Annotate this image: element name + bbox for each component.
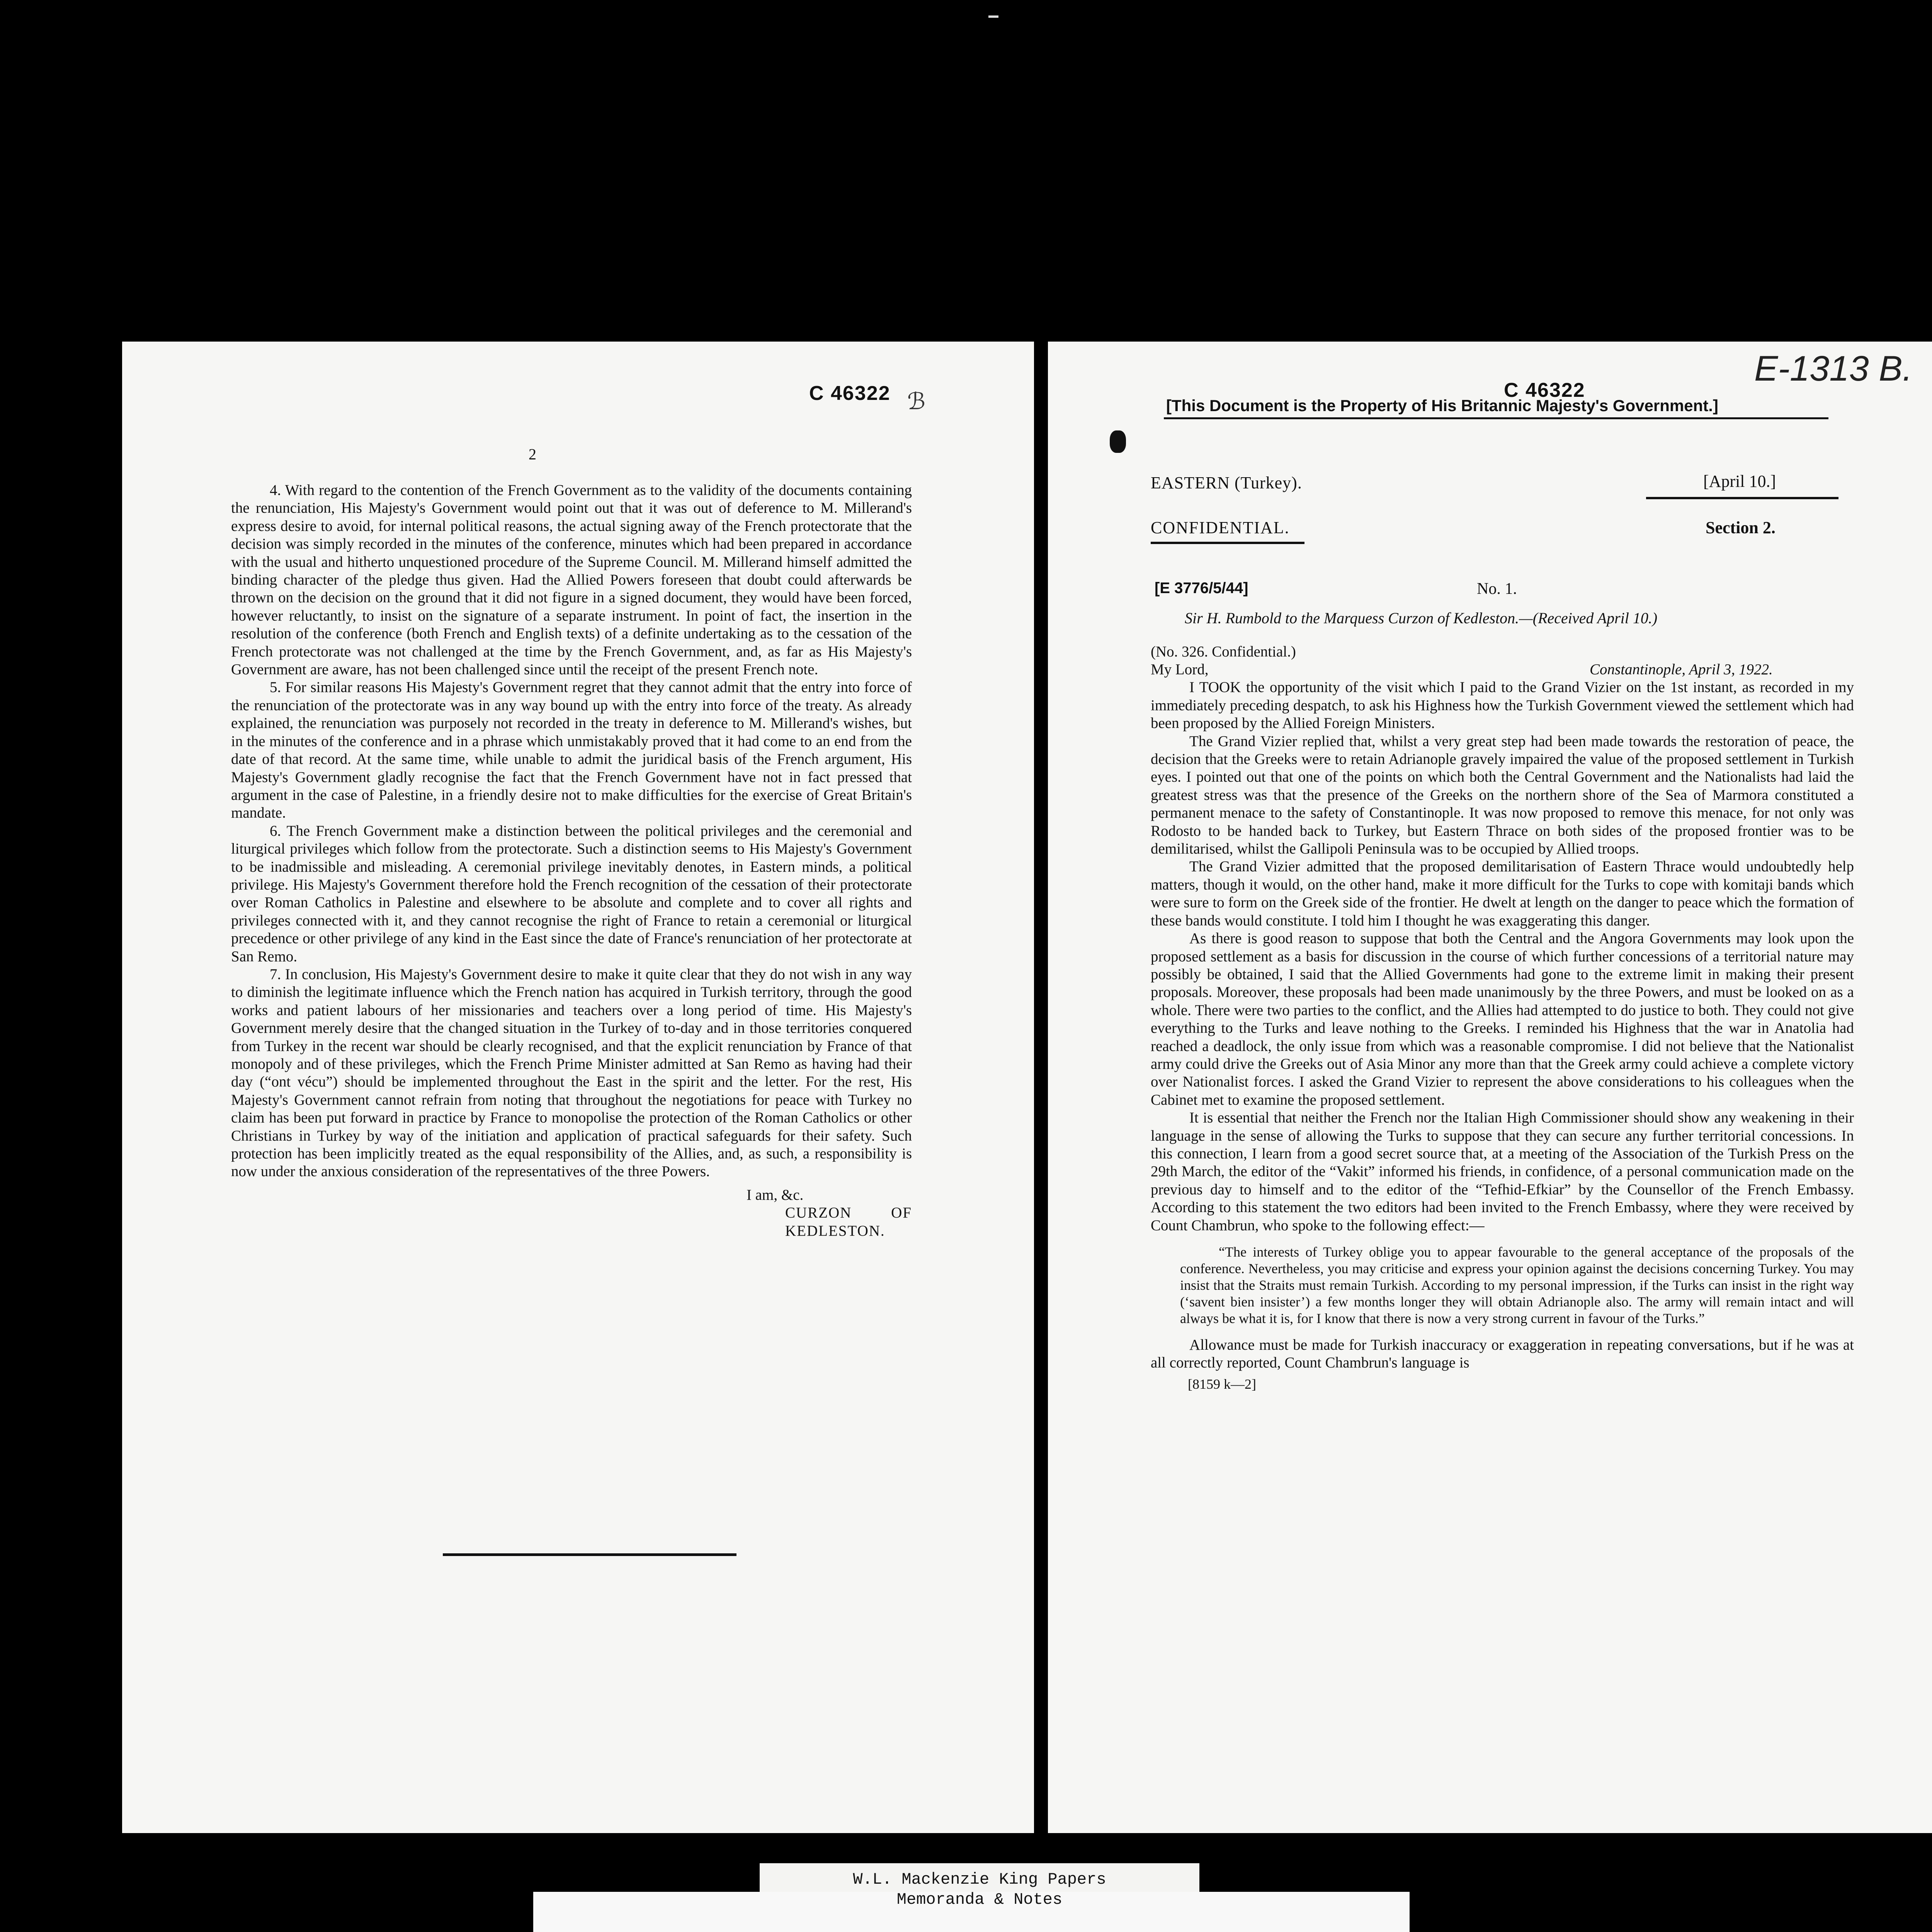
- salutation-row: [1151, 661, 1854, 679]
- letter-body: [231, 481, 912, 1240]
- handwritten-reference: E-1313 B.: [1754, 349, 1913, 388]
- paragraph-4: 4. With regard to the contention of the French Government as to the validity of the documents containing the renunciation, His Majesty's Government would point out that it was out of deference to M. Millerand's express desire to avoid, for internal political reasons, the actual signing away of the French protectorate that the decision was simply recorded in the minutes of the conference, minutes which had been prepared in accordance with the usual and hitherto unquestioned procedure of the Supreme Council. M. Millerand himself admitted the binding character of the pledge thus given. Had the Allied Powers foreseen that doubt could afterwards be thrown on the decision on the ground that it did not figure in a signed document, they would have been forced, however reluctantly, to insist on the signature of a separate instrument. In point of fact, the insertion in the resolution of the conference (both French and English texts) of a definite undertaking as to the cessation of the French protectorate was not challenged at the time by the French Government, and, as far as His Majesty's Government are aware, has not been challenged since until the receipt of the present French note.: [231, 482, 912, 678]
- left-page: [122, 342, 1034, 1833]
- dispatch-reference: (No. 326. Confidential.): [1151, 643, 1296, 660]
- quoted-statement: “The interests of Turkey oblige you to appear favourable to the general acceptance of the proposals of the conference. Nevertheless, you may criticise and express your opinion against the decisions concerning Turkey. You may insist that the Straits must remain Turkish. According to my personal impression, if the Turks can insist in the right way (‘savent bien insister’) a few months longer they will obtain Adrianople also. The army will remain intact and will always be what it is, for I know that there is now a very strong current in favour of the Turks.”: [1180, 1244, 1854, 1326]
- paragraph-6: 6. The French Government make a distinction between the political privileges and the ceremonial and liturgical privileges which follow from the protectorate. Such a distinction seems to His Majesty's Government to be inadmissible and misleading. A ceremonial privilege inevitably denotes, in Eastern minds, a political privilege. His Majesty's Government therefore hold the French recognition of the cessation of their protectorate over Roman Catholics in Palestine and elsewhere to be absolute and complete and to cover all rights and privileges connected with it, and they cannot recognise the right of France to retain a ceremonial or liturgical precedence or other privilege of any kind in the East since the date of France's renunciation of her protectorate at San Remo.: [231, 822, 912, 965]
- section: Section 2.: [1706, 518, 1776, 537]
- heading-eastern: EASTERN (Turkey).: [1151, 473, 1302, 492]
- page-number: 2: [529, 446, 536, 463]
- notice-underline: [1164, 417, 1828, 419]
- dispatch-body: [1151, 643, 1854, 1393]
- reference-code: [E 3776/5/44]: [1155, 580, 1248, 597]
- heading-date: [April 10.]: [1703, 472, 1776, 491]
- punch-mark: [1110, 430, 1126, 453]
- place-date: Constantinople, April 3, 1922.: [1590, 661, 1773, 678]
- page-gutter: [1034, 342, 1048, 1833]
- closing: I am, &c.: [747, 1186, 804, 1203]
- end-rule: [443, 1553, 736, 1556]
- salutation: My Lord,: [1151, 661, 1209, 678]
- print-code: [8159 k—2]: [1188, 1376, 1256, 1392]
- film-edge-mark: [988, 15, 998, 18]
- date-rule: [1646, 497, 1838, 499]
- file-number: C 46322: [809, 382, 891, 405]
- signature: CURZON OF KEDLESTON.: [785, 1204, 912, 1239]
- collection-line-1: W.L. Mackenzie King Papers: [853, 1870, 1106, 1889]
- right-page: [1048, 342, 1932, 1833]
- handwritten-mark: ℬ: [907, 388, 926, 414]
- dispatch-paragraph: As there is good reason to suppose that both the Central and the Angora Governments may look upon the proposed settlement as a basis for discussion in the course of which further concessions of a territorial nature may possibly be obtained, I said that the Allied Governments had gone to the extreme limit in making their present proposals. Moreover, these proposals had been made unanimously by the three Powers, and must be looked on as a whole. There were two parties to the conflict, and the Allies had attempted to do justice to both. They could not give everything to the Turks and leave nothing to the Greeks. I reminded his Highness that the war in Anatolia had reached a deadlock, the only issue from which was a reasonable compromise. I did not believe that the Nationalist army could drive the Greeks out of Asia Minor any more than that the Greek army could achieve a complete victory over Nationalist forces. I asked the Grand Vizier to represent the above considerations to his colleagues when the Cabinet met to examine the proposed settlement.: [1151, 930, 1854, 1108]
- dispatch-paragraph: The Grand Vizier replied that, whilst a very great step had been made towards the restoration of peace, the decision that the Greeks were to retain Adrianople gravely impaired the value of the proposed settlement in Turkish eyes. I pointed out that one of the points on which both the Central Government and the Nationalists had laid the greatest stress was that the presence of the Greeks on the northern shore of the Sea of Marmora constituted a permanent menace to the safety of Constantinople. It was now proposed to remove this menace, for not only was Rodosto to be handed back to Turkey, but Eastern Thrace on both sides of the proposed frontier was to be demilitarised, whilst the Gallipoli Peninsula was to be occupied by Allied troops.: [1151, 733, 1854, 857]
- dispatch-paragraph: The Grand Vizier admitted that the proposed demilitarisation of Eastern Thrace would undoubtedly help matters, though it would, on the other hand, make it more difficult for the Turks to cope with komitaji bands which were sure to form on the Greek side of the frontier. He dwelt at length on the danger to peace which the formation of these bands would constitute. I told him I thought he was exaggerating this danger.: [1151, 858, 1854, 929]
- paragraph-5: 5. For similar reasons His Majesty's Government regret that they cannot admit that the entry into force of the renunciation of the protectorate was in any way bound up with the entry into force of the treaty. As already explained, the renunciation was purposely not recorded in the treaty in deference to M. Millerand's wishes, but in the minutes of the conference and in a phrase which unmistakably proved that it had come to an end from the date of that record. At the same time, while unable to admit the juridical basis of the French argument, His Majesty's Government gladly recognise the fact that the French Government have not in fact pressed that argument in the case of Palestine, in a friendly desire not to make difficulties for the exercise of Great Britain's mandate.: [231, 679, 912, 821]
- file-number-stamp: C 46322: [1504, 379, 1585, 401]
- dispatch-paragraph: I TOOK the opportunity of the visit which I paid to the Grand Vizier on the 1st instant, as recorded in my immediately preceding despatch, to ask his Highness how the Turkish Government viewed the settlement which had been proposed by the Allied Foreign Ministers.: [1151, 679, 1854, 732]
- document-number: No. 1.: [1477, 580, 1517, 598]
- property-notice: [This Document is the Property of His Britannic Majesty's Government.]: [1166, 396, 1718, 415]
- collection-line-2: Memoranda & Notes: [896, 1890, 1063, 1909]
- paragraph-7: 7. In conclusion, His Majesty's Government desire to make it quite clear that they do not wish in any way to diminish the legitimate influence which the French nation has acquired in Turkish territory, through the good works and patient labours of her missionaries and teachers over a long period of time. His Majesty's Government merely desire that the changed situation in the Turkey of to-day and in those territories conquered from Turkey in the recent war should be clearly recognised, and that the explicit renunciation by France of that monopoly and of these privileges, which the French Prime Minister admitted at San Remo as having had their day (“ont vécu”) should be implemented throughout the East in the spirit and the letter. For the rest, His Majesty's Government cannot refrain from noting that throughout the negotiations for peace with Turkey no claim has been put forward in practice by France to monopolise the protection of the Roman Catholics or other Christians in Turkey by way of the initiation and application of practical safeguards for their safety. Such protection has been implicitly treated as the equal responsibility of the Allies, and, as such, a responsibility is now under the anxious consideration of the representatives of the three Powers.: [231, 966, 912, 1180]
- classification-rule: [1151, 542, 1304, 544]
- classification: CONFIDENTIAL.: [1151, 518, 1290, 537]
- dispatch-title: Sir H. Rumbold to the Marquess Curzon of Kedleston.—(Received April 10.): [1185, 609, 1658, 627]
- closing-paragraph: Allowance must be made for Turkish inaccuracy or exaggeration in repeating conversations, but if he was at all correctly reported, Count Chambrun's language is: [1151, 1337, 1854, 1371]
- dispatch-paragraph: It is essential that neither the French nor the Italian High Commissioner should show any weakening in their language in the sense of allowing the Turks to suppose that they can secure any further territorial concessions. In this connection, I learn from a good secret source that, at a meeting of the Association of the Turkish Press on the 29th March, the editor of the “Vakit” informed his friends, in confidence, of a personal communication made on the previous day to himself and to the editor of the “Tefhid-Efkiar” by the Counsellor of the French Embassy. According to this statement the two editors had been invited to the French Embassy, where they were received by Count Chambrun, who spoke to the following effect:—: [1151, 1109, 1854, 1234]
